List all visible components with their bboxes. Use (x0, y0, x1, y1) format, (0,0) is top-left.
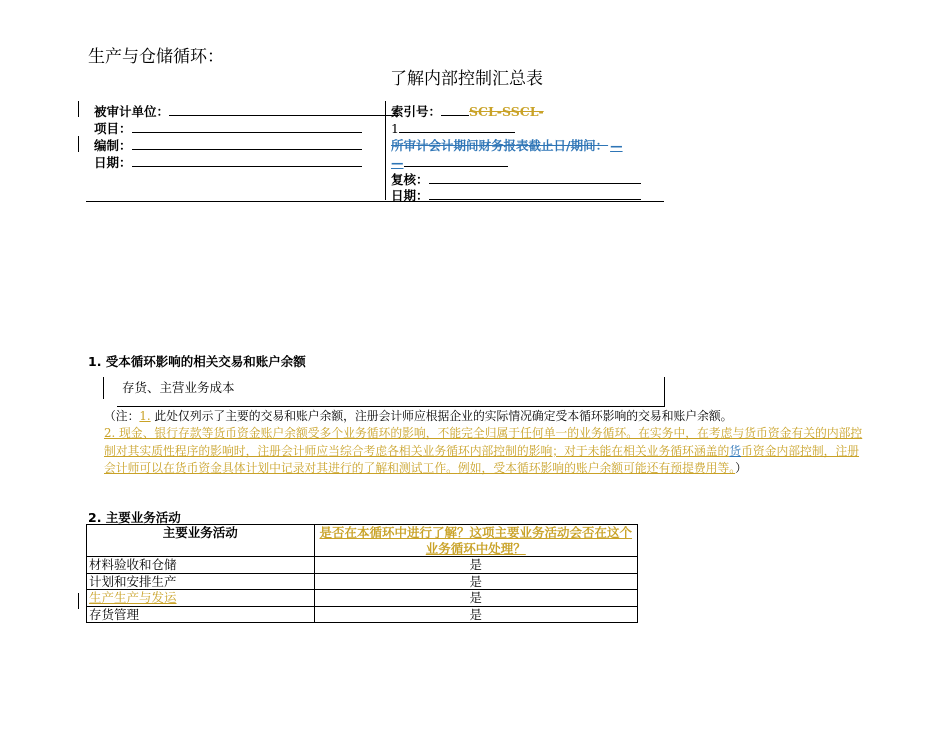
note-open: （注： (104, 409, 140, 423)
period-dash: — (610, 138, 623, 153)
date-label-right: 日期： (391, 188, 429, 203)
note-item2-c: 例如，受本循环影响的账户余额可能还有预提费用等。 (457, 460, 736, 475)
prepared-blank[interactable] (132, 137, 362, 150)
date-label-left: 日期： (94, 155, 132, 170)
col-status-header-b: ？这项主要业务活动会否在这个业务循环中处理？ (425, 525, 633, 556)
note-item1-num: 1. (139, 409, 151, 423)
index-blank[interactable] (441, 103, 469, 116)
activity-cell: 计划和安排生产 (87, 573, 315, 590)
project-field (94, 120, 362, 137)
period-label: 所审计会计期间财务报表截止日/期间： (391, 138, 609, 153)
table-row (87, 590, 638, 607)
activities-table (86, 524, 638, 623)
section1-heading: 1. 受本循环影响的相关交易和账户余额 (88, 354, 306, 369)
col-status-header-a: 是否在本循环中进行了解 (319, 525, 458, 540)
status-cell[interactable]: 是 (314, 606, 637, 623)
table-title: 了解内部控制汇总表 (390, 69, 543, 89)
table-row (87, 573, 638, 590)
index-field (391, 103, 544, 120)
auditee-field (94, 103, 399, 120)
col-activity-header: 主要业务活动 (87, 525, 315, 557)
date-blank-left[interactable] (132, 154, 362, 167)
auditee-blank[interactable] (169, 103, 399, 116)
margin-bar (78, 593, 79, 609)
index-value: SCL-SSCL- (469, 104, 544, 119)
period-field (391, 137, 623, 154)
date-blank-right[interactable] (429, 187, 641, 200)
index-blank-2[interactable] (399, 120, 515, 133)
index-line2 (391, 120, 515, 137)
activity-cell: 生产生产与发运 (87, 590, 315, 607)
status-cell[interactable]: 是 (314, 590, 637, 607)
period-blank[interactable] (404, 154, 508, 167)
activity-cell: 存货管理 (87, 606, 315, 623)
section1-content: 存货、主营业务成本 (122, 380, 235, 395)
activity-cell: 材料验收和仓储 (87, 557, 315, 574)
table-header-row (87, 525, 638, 557)
note-item1-text: 此处仅列示了主要的交易和账户余额，注册会计师应根据企业的实际情况确定受本循环影响的交易和账户余额。 (150, 409, 733, 423)
review-field (391, 171, 641, 188)
table-row (87, 606, 638, 623)
cycle-title: 生产与仓储循环： (88, 47, 224, 67)
auditee-label: 被审计单位： (94, 104, 170, 119)
note-item2-b: 币资金内部控制，注册会计师可以在货币资金具体计划中记录对其进行的了解和测试工作。 (104, 443, 860, 475)
project-blank[interactable] (132, 120, 362, 133)
status-cell[interactable]: 是 (314, 573, 637, 590)
note-paragraph (104, 408, 870, 477)
content-box-bottom (117, 406, 665, 407)
content-box-left (103, 377, 104, 399)
prepared-field (94, 137, 362, 154)
status-cell[interactable]: 是 (314, 557, 637, 574)
index-value-line2: 1 (391, 121, 399, 136)
prepared-label: 编制： (94, 138, 132, 153)
section2-heading: 2. 主要业务活动 (88, 510, 181, 525)
note-close: ） (735, 460, 747, 475)
date-field-left (94, 154, 362, 171)
note-item2-strike: 货 (729, 443, 742, 458)
review-label: 复核： (391, 172, 429, 187)
review-blank[interactable] (429, 171, 641, 184)
date-field-right (391, 187, 641, 204)
table-row (87, 557, 638, 574)
margin-bar (78, 101, 79, 117)
project-label: 项目： (94, 121, 132, 136)
content-box-right (664, 377, 665, 407)
margin-bar (78, 136, 79, 152)
col-status-header (314, 525, 637, 557)
note-item2-a: 2. 现金、银行存款等货币资金账户余额受多个业务循环的影响，不能完全归属于任何单一的业务循环。在实务中，在考虑与货币资金有关的内部控制对其实质性程序的影响时，注册会计师应当综合考虑各相关业务循环内部控制的影响；对于未能在相关业务循环涵盖的 (104, 426, 863, 458)
period-line2 (391, 154, 508, 171)
index-label: 索引号： (391, 104, 442, 119)
period-dash2: — (391, 155, 404, 170)
